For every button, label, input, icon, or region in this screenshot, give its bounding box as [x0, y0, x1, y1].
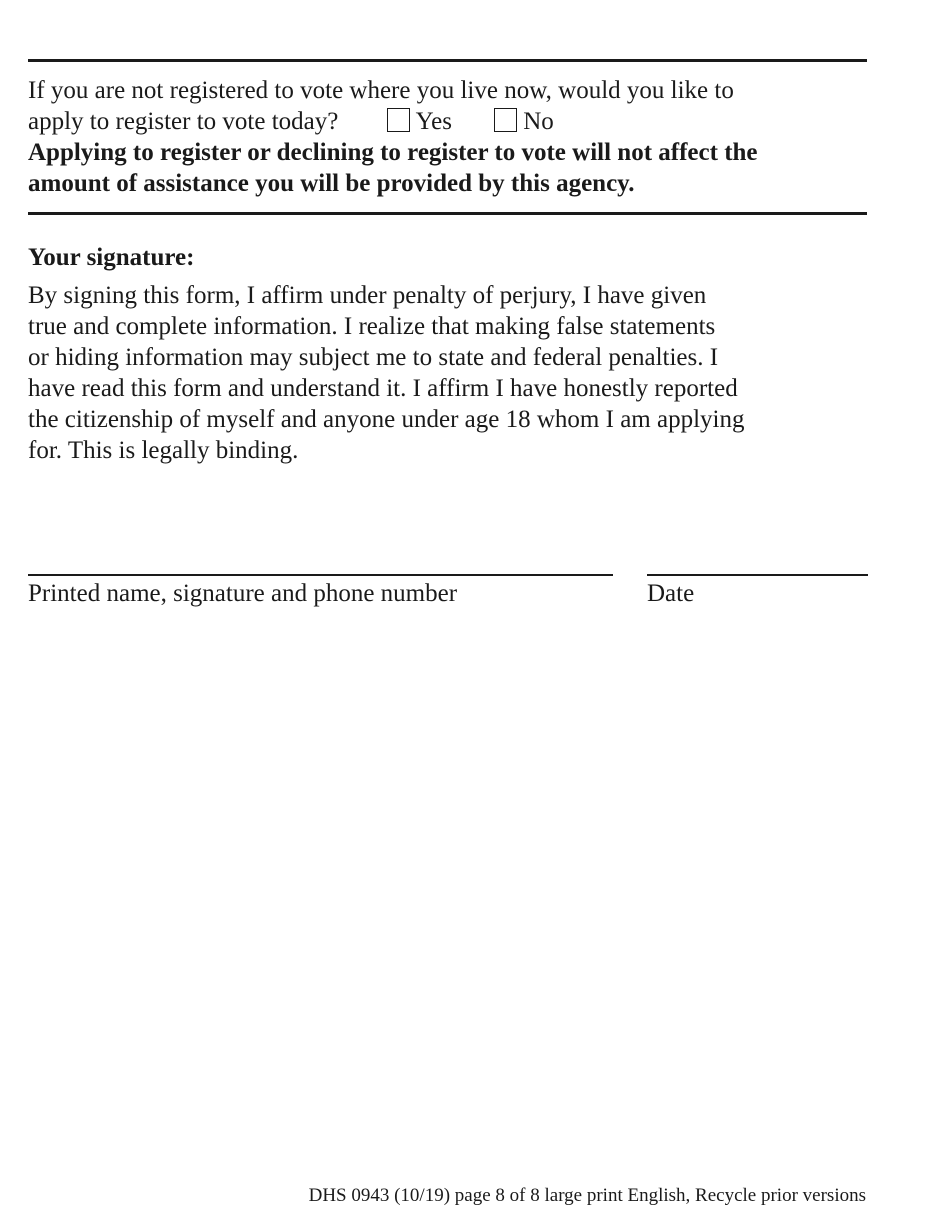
top-divider	[28, 59, 867, 62]
yes-label: Yes	[415, 108, 452, 135]
date-field[interactable]	[647, 574, 868, 576]
no-label: No	[523, 108, 554, 135]
voter-question-line-1: If you are not registered to vote where you live now, would you like to	[28, 77, 734, 104]
voter-question-line-2	[28, 106, 554, 137]
voter-question-text: apply to register to vote today?	[28, 108, 339, 135]
no-checkbox[interactable]	[494, 108, 517, 132]
signature-heading: Your signature:	[28, 244, 195, 271]
voter-notice-line-1: Applying to register or declining to register to vote will not affect the	[28, 139, 758, 166]
yes-option[interactable]	[387, 106, 452, 137]
signature-body-line: for. This is legally binding.	[28, 437, 299, 464]
section-divider	[28, 212, 867, 215]
signature-body-line: true and complete information. I realize that making false statements	[28, 313, 716, 340]
name-signature-field[interactable]	[28, 574, 613, 576]
signature-body-line: or hiding information may subject me to state and federal penalties. I	[28, 344, 719, 371]
yes-checkbox[interactable]	[387, 108, 410, 132]
name-signature-label: Printed name, signature and phone number	[28, 580, 458, 607]
voter-notice-line-2: amount of assistance you will be provided by this agency.	[28, 170, 635, 197]
signature-body-line: the citizenship of myself and anyone under age 18 whom I am applying	[28, 406, 745, 433]
no-option[interactable]	[494, 106, 554, 137]
date-label: Date	[647, 580, 695, 607]
signature-body-line: have read this form and understand it. I affirm I have honestly reported	[28, 375, 738, 402]
form-footer: DHS 0943 (10/19) page 8 of 8 large print English, Recycle prior versions	[308, 1185, 866, 1206]
signature-body-line: By signing this form, I affirm under penalty of perjury, I have given	[28, 282, 707, 309]
